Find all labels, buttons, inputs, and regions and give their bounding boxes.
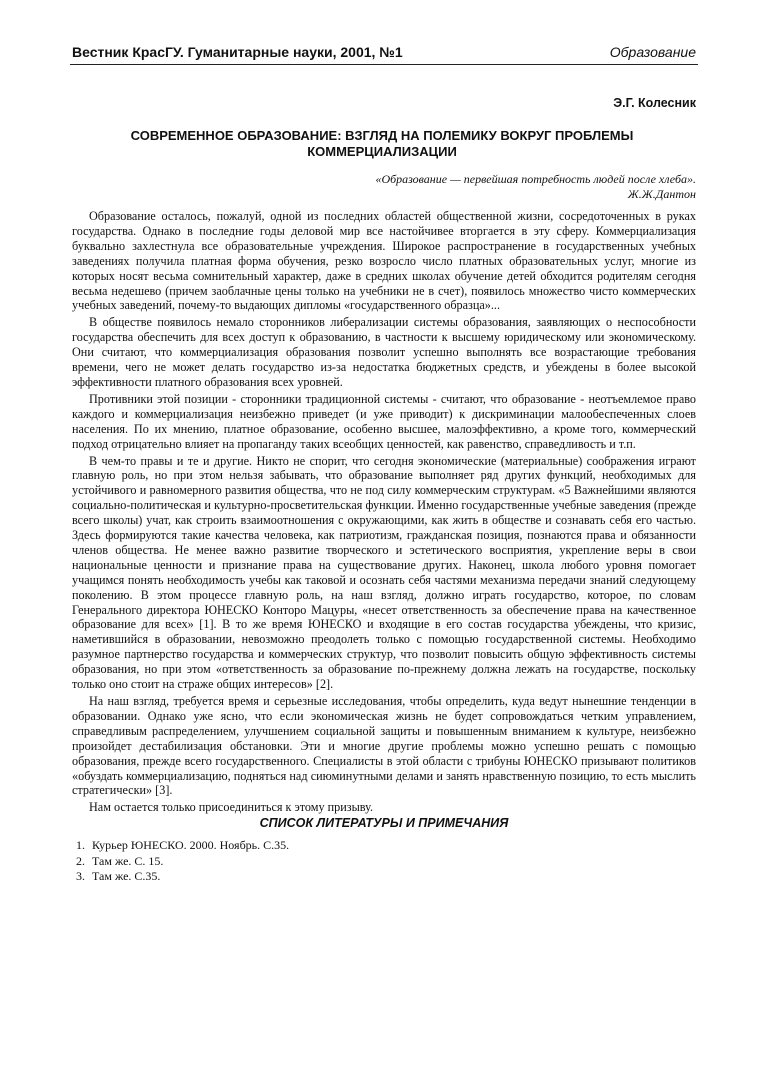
epigraph-quote: «Образование — первейшая потребность людей после хлеба». xyxy=(375,172,696,186)
article-body xyxy=(72,209,696,817)
article-author: Э.Г. Колесник xyxy=(613,96,696,110)
reference-text: Курьер ЮНЕСКО. 2000. Ноябрь. С.35. xyxy=(92,838,290,852)
epigraph-attribution: Ж.Ж.Дантон xyxy=(627,187,696,201)
references-heading: СПИСОК ЛИТЕРАТУРЫ И ПРИМЕЧАНИЯ xyxy=(259,816,509,830)
reference-text: Там же. С.35. xyxy=(92,869,161,883)
reference-item xyxy=(76,838,289,854)
reference-number: 3. xyxy=(76,869,85,883)
paragraph: В обществе появилось немало сторонников либерализации системы образования, заявляющих о неспособности государства обеспечить для всех доступ к образованию, в частности к высшему юридическому или экономическому. Они считают, что коммерциализация образования позволит успешно выполнять все возрастающие требования времени, чего не может делать государство из-за недостатка бюджетных средств, и убеждены в более высокой эффективности платного образования всех уровней. xyxy=(72,315,696,389)
header-divider xyxy=(70,64,698,65)
running-header xyxy=(72,44,696,64)
article-title: СОВРЕМЕННОЕ ОБРАЗОВАНИЕ: ВЗГЛЯД НА ПОЛЕМИКУ ВОКРУГ ПРОБЛЕМЫ КОММЕРЦИАЛИЗАЦИИ xyxy=(130,128,634,159)
paragraph: Образование осталось, пожалуй, одной из последних областей общественной жизни, сосредоточенных в руках государства. Однако в последние годы деловой мир все настойчивее вторгается в эту сферу. Коммерциализация буквально захлестнула все образовательные учреждения. Широкое распространение в государственных учебных заведениях получила платная форма обучения, резко возросло число платных образовательных услуг, многие из которых носят весьма сомнительный характер, даже в средних школах обучение детей обходится родителям сегодня весьма недешево (причем заоблачные цены только на учебники не в счет), появилось множество чисто коммерческих учебных заведений, почему-то выдающих дипломы «государственного образца»... xyxy=(72,209,696,313)
reference-item xyxy=(76,869,289,885)
paragraph: На наш взгляд, требуется время и серьезные исследования, чтобы определить, куда ведут нынешние тенденции в образовании. Однако уже ясно, что если экономическая жизнь не будет сопровождаться четким управлением, справедливым распределением, улучшением социальной защиты и повышенным вниманием к культуре, неизбежно произойдет дестабилизация обстановки. Эти и многие другие проблемы можно успешно решать с помощью образования, прежде всего государственного. Специалисты в этой области с трибуны ЮНЕСКО призывают политиков «обуздать коммерциализацию, подняться над сиюминутными делами и занять нравственную позицию, то есть мыслить стратегически» [3]. xyxy=(72,694,696,798)
paragraph: Нам остается только присоединиться к этому призыву. xyxy=(89,800,374,815)
reference-item xyxy=(76,854,289,870)
reference-number: 1. xyxy=(76,838,85,852)
paragraph: В чем-то правы и те и другие. Никто не спорит, что сегодня экономические (материальные) соображения играют главную роль, но при этом нельзя забывать, что образование выполняет ряд других функций, необходимых для устойчивого и равномерного развития общества, что не под силу коммерческим структурам. «5 Важнейшими являются социально-политическая и культурно-просветительская функции. Именно государственные учебные заведения (прежде всего школы) учат, как строить взаимоотношения с окружающими, как жить в обществе и сознавать себя его частью. Здесь формируются такие качества человека, как патриотизм, гражданская позиция, познаются права и обязанности членов общества. Не менее важно развитие творческого и эстетического восприятия, укрепление веры в свои национальные ценности и признание права на существование других. Наконец, школа любого уровня помогает учащимся понять необходимость учебы как таковой и осознать себя частями механизма передачи знаний следующему поколению. В этом процессе главную роль, на наш взгляд, должно играть государство, которое, по словам Генерального директора ЮНЕСКО Конторо Мацуры, «несет ответственность за обеспечение права на качественное образование для всех» [1]. В то же время ЮНЕСКО и входящие в его состав государства убеждены, что кризис, наметившийся в образовании, невозможно преодолеть только с помощью государственной системы. Необходимо разумное партнерство государства и коммерческих структур, что позволит повысить общую эффективность системы образования, но при этом «ответственность за образование по-прежнему должна лежать на государстве, поскольку только оно стоит на страже общих интересов» [2]. xyxy=(72,453,696,692)
journal-title: Вестник КрасГУ. Гуманитарные науки, 2001, №1 xyxy=(72,44,403,60)
reference-text: Там же. С. 15. xyxy=(92,853,164,868)
paragraph: Противники этой позиции - сторонники традиционной системы - считают, что образование - неотъемлемое право каждого и коммерциализация неизбежно приведет (и уже приводит) к дискриминации малообеспеченных слоев населения. По их мнению, платное образование, особенно высшее, малоэффективно, а кроме того, коммерческий подход отрицательно влияет на пропаганду таких всеобщих ценностей, как равенство, справедливость и т.п. xyxy=(72,391,696,451)
section-name: Образование xyxy=(609,44,696,60)
references-list xyxy=(76,838,289,885)
epigraph xyxy=(375,172,696,202)
reference-number: 2. xyxy=(76,853,85,868)
